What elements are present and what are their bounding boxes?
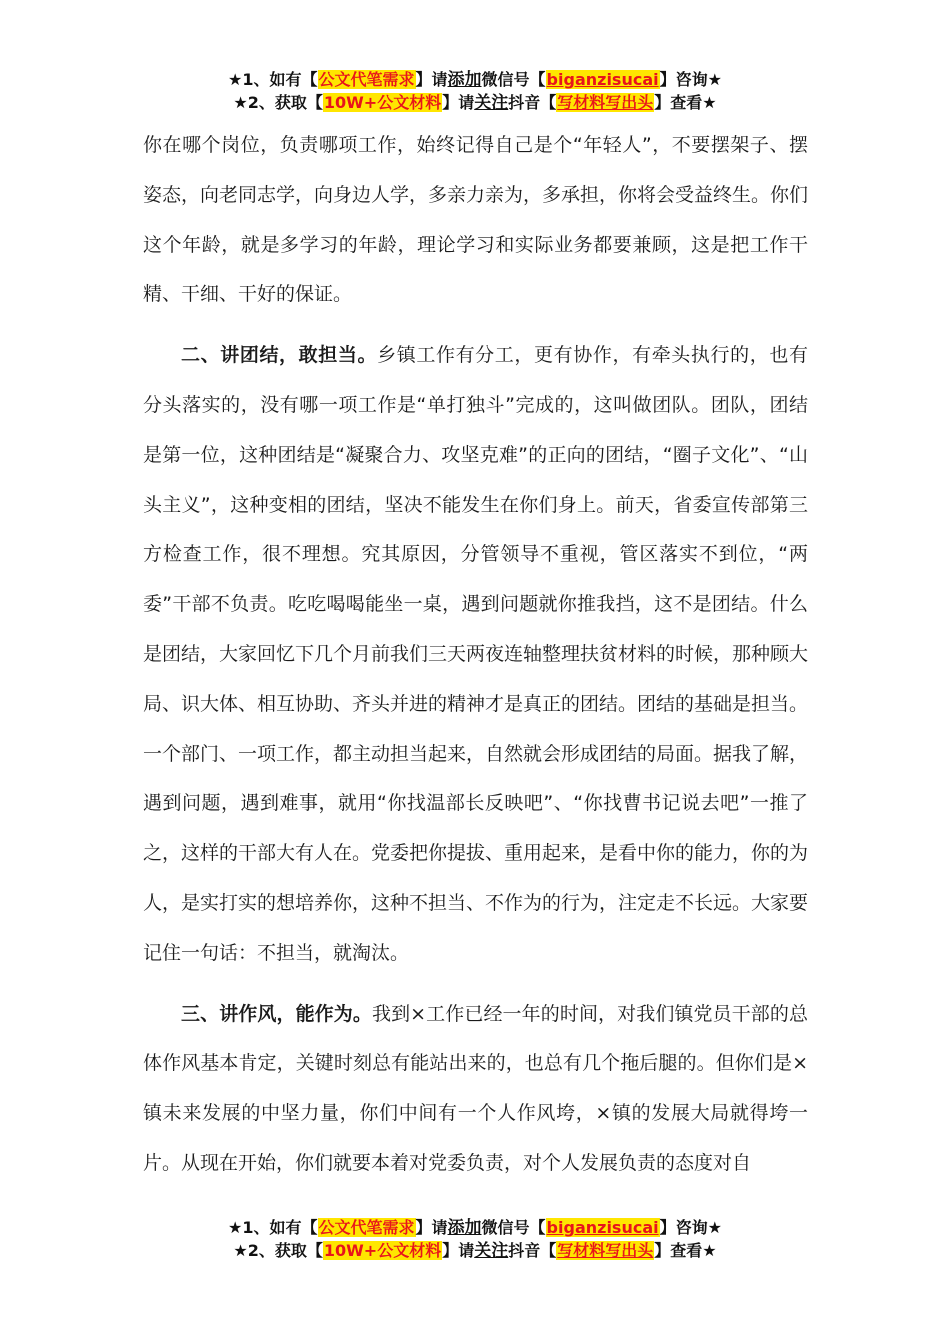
- wechat-id-link[interactable]: biganzisucai: [546, 70, 659, 89]
- footer-promo-banner: [0, 1216, 950, 1262]
- promo-text: 】请: [415, 1218, 448, 1237]
- promo-text: 抖音【: [508, 1241, 557, 1260]
- promo-text: 】查看★: [654, 93, 717, 112]
- promo-highlight: 公文代笔需求: [318, 1218, 415, 1237]
- promo-text: ★2、获取【: [233, 93, 323, 112]
- promo-text: 】请: [415, 70, 448, 89]
- promo-highlight: 10W+公文材料: [323, 1241, 442, 1260]
- douyin-account-link[interactable]: 写材料写出头: [557, 93, 654, 112]
- promo-line-1: [0, 1216, 950, 1239]
- promo-highlight: 10W+公文材料: [323, 93, 442, 112]
- paragraph-2: [143, 331, 808, 978]
- paragraph-lead: 二、讲团结，敢担当。: [181, 344, 378, 367]
- promo-line-2: [0, 91, 950, 114]
- promo-text: ★2、获取【: [233, 1241, 323, 1260]
- promo-text: 微信号【: [481, 70, 546, 89]
- promo-text: 抖音【: [508, 93, 557, 112]
- header-promo-banner: [0, 68, 950, 114]
- paragraph-text: 乡镇工作有分工，更有协作，有牵头执行的，也有分头落实的，没有哪一项工作是“单打独斗”完成的，这叫做团队。团队，团结是第一位，这种团结是“凝聚合力、攻坚克难”的正向的团结，“圈子文化”、“山头主义”，这种变相的团结，坚决不能发生在你们身上。前天，省委宣传部第三方检查工作，很不理想。究其原因，分管领导不重视，管区落实不到位，“两委”干部不负责。吃吃喝喝能坐一桌，遇到问题就你推我挡，这不是团结。什么是团结，大家回忆下几个月前我们三天两夜连轴整理扶贫材料的时候，那种顾大局、识大体、相互协助、齐头并进的精神才是真正的团结。团结的基础是担当。一个部门、一项工作，都主动担当起来，自然就会形成团结的局面。据我了解，遇到问题，遇到难事，就用“你找温部长反映吧”、“你找曹书记说去吧”一推了之，这样的干部大有人在。党委把你提拔、重用起来，是看中你的能力，你的为人，是实打实的想培养你，这种不担当、不作为的行为，注定走不长远。大家要记住一句话：不担当，就淘汰。: [143, 344, 809, 964]
- promo-text: ★1、如有【: [228, 1218, 318, 1237]
- douyin-account-link[interactable]: 写材料写出头: [557, 1241, 654, 1260]
- paragraph-text: 你在哪个岗位，负责哪项工作，始终记得自己是个“年轻人”，不要摆架子、摆姿态，向老同志学，向身边人学，多亲力亲为，多承担，你将会受益终生。你们这个年龄，就是多学习的年龄，理论学习和实际业务都要兼顾，这是把工作干精、干细、干好的保证。: [143, 134, 809, 306]
- paragraph-lead: 三、讲作风，能作为。: [181, 1002, 372, 1025]
- promo-emphasis: 关注: [474, 1241, 509, 1261]
- promo-emphasis: 添加: [447, 70, 482, 90]
- promo-text: 】请: [442, 1241, 475, 1260]
- promo-emphasis: 关注: [474, 93, 509, 113]
- wechat-id-link[interactable]: biganzisucai: [546, 1218, 659, 1237]
- paragraph-1: [143, 121, 808, 320]
- paragraph-3: [143, 990, 808, 1189]
- promo-text: 】查看★: [654, 1241, 717, 1260]
- promo-text: 微信号【: [481, 1218, 546, 1237]
- paragraph-text: 我到×工作已经一年的时间，对我们镇党员干部的总体作风基本肯定，关键时刻总有能站出来的，也总有几个拖后腿的。但你们是×镇未来发展的中坚力量，你们中间有一个人作风垮，×镇的发展大局就得垮一片。从现在开始，你们就要本着对党委负责，对个人发展负责的态度对自: [143, 1002, 808, 1174]
- promo-emphasis: 添加: [447, 1218, 482, 1238]
- promo-highlight: 公文代笔需求: [318, 70, 415, 89]
- document-body: [143, 121, 808, 1189]
- promo-text: 】咨询★: [659, 70, 722, 89]
- promo-text: 】请: [442, 93, 475, 112]
- promo-text: 】咨询★: [659, 1218, 722, 1237]
- promo-text: ★1、如有【: [228, 70, 318, 89]
- promo-line-1: [0, 68, 950, 91]
- promo-line-2: [0, 1239, 950, 1262]
